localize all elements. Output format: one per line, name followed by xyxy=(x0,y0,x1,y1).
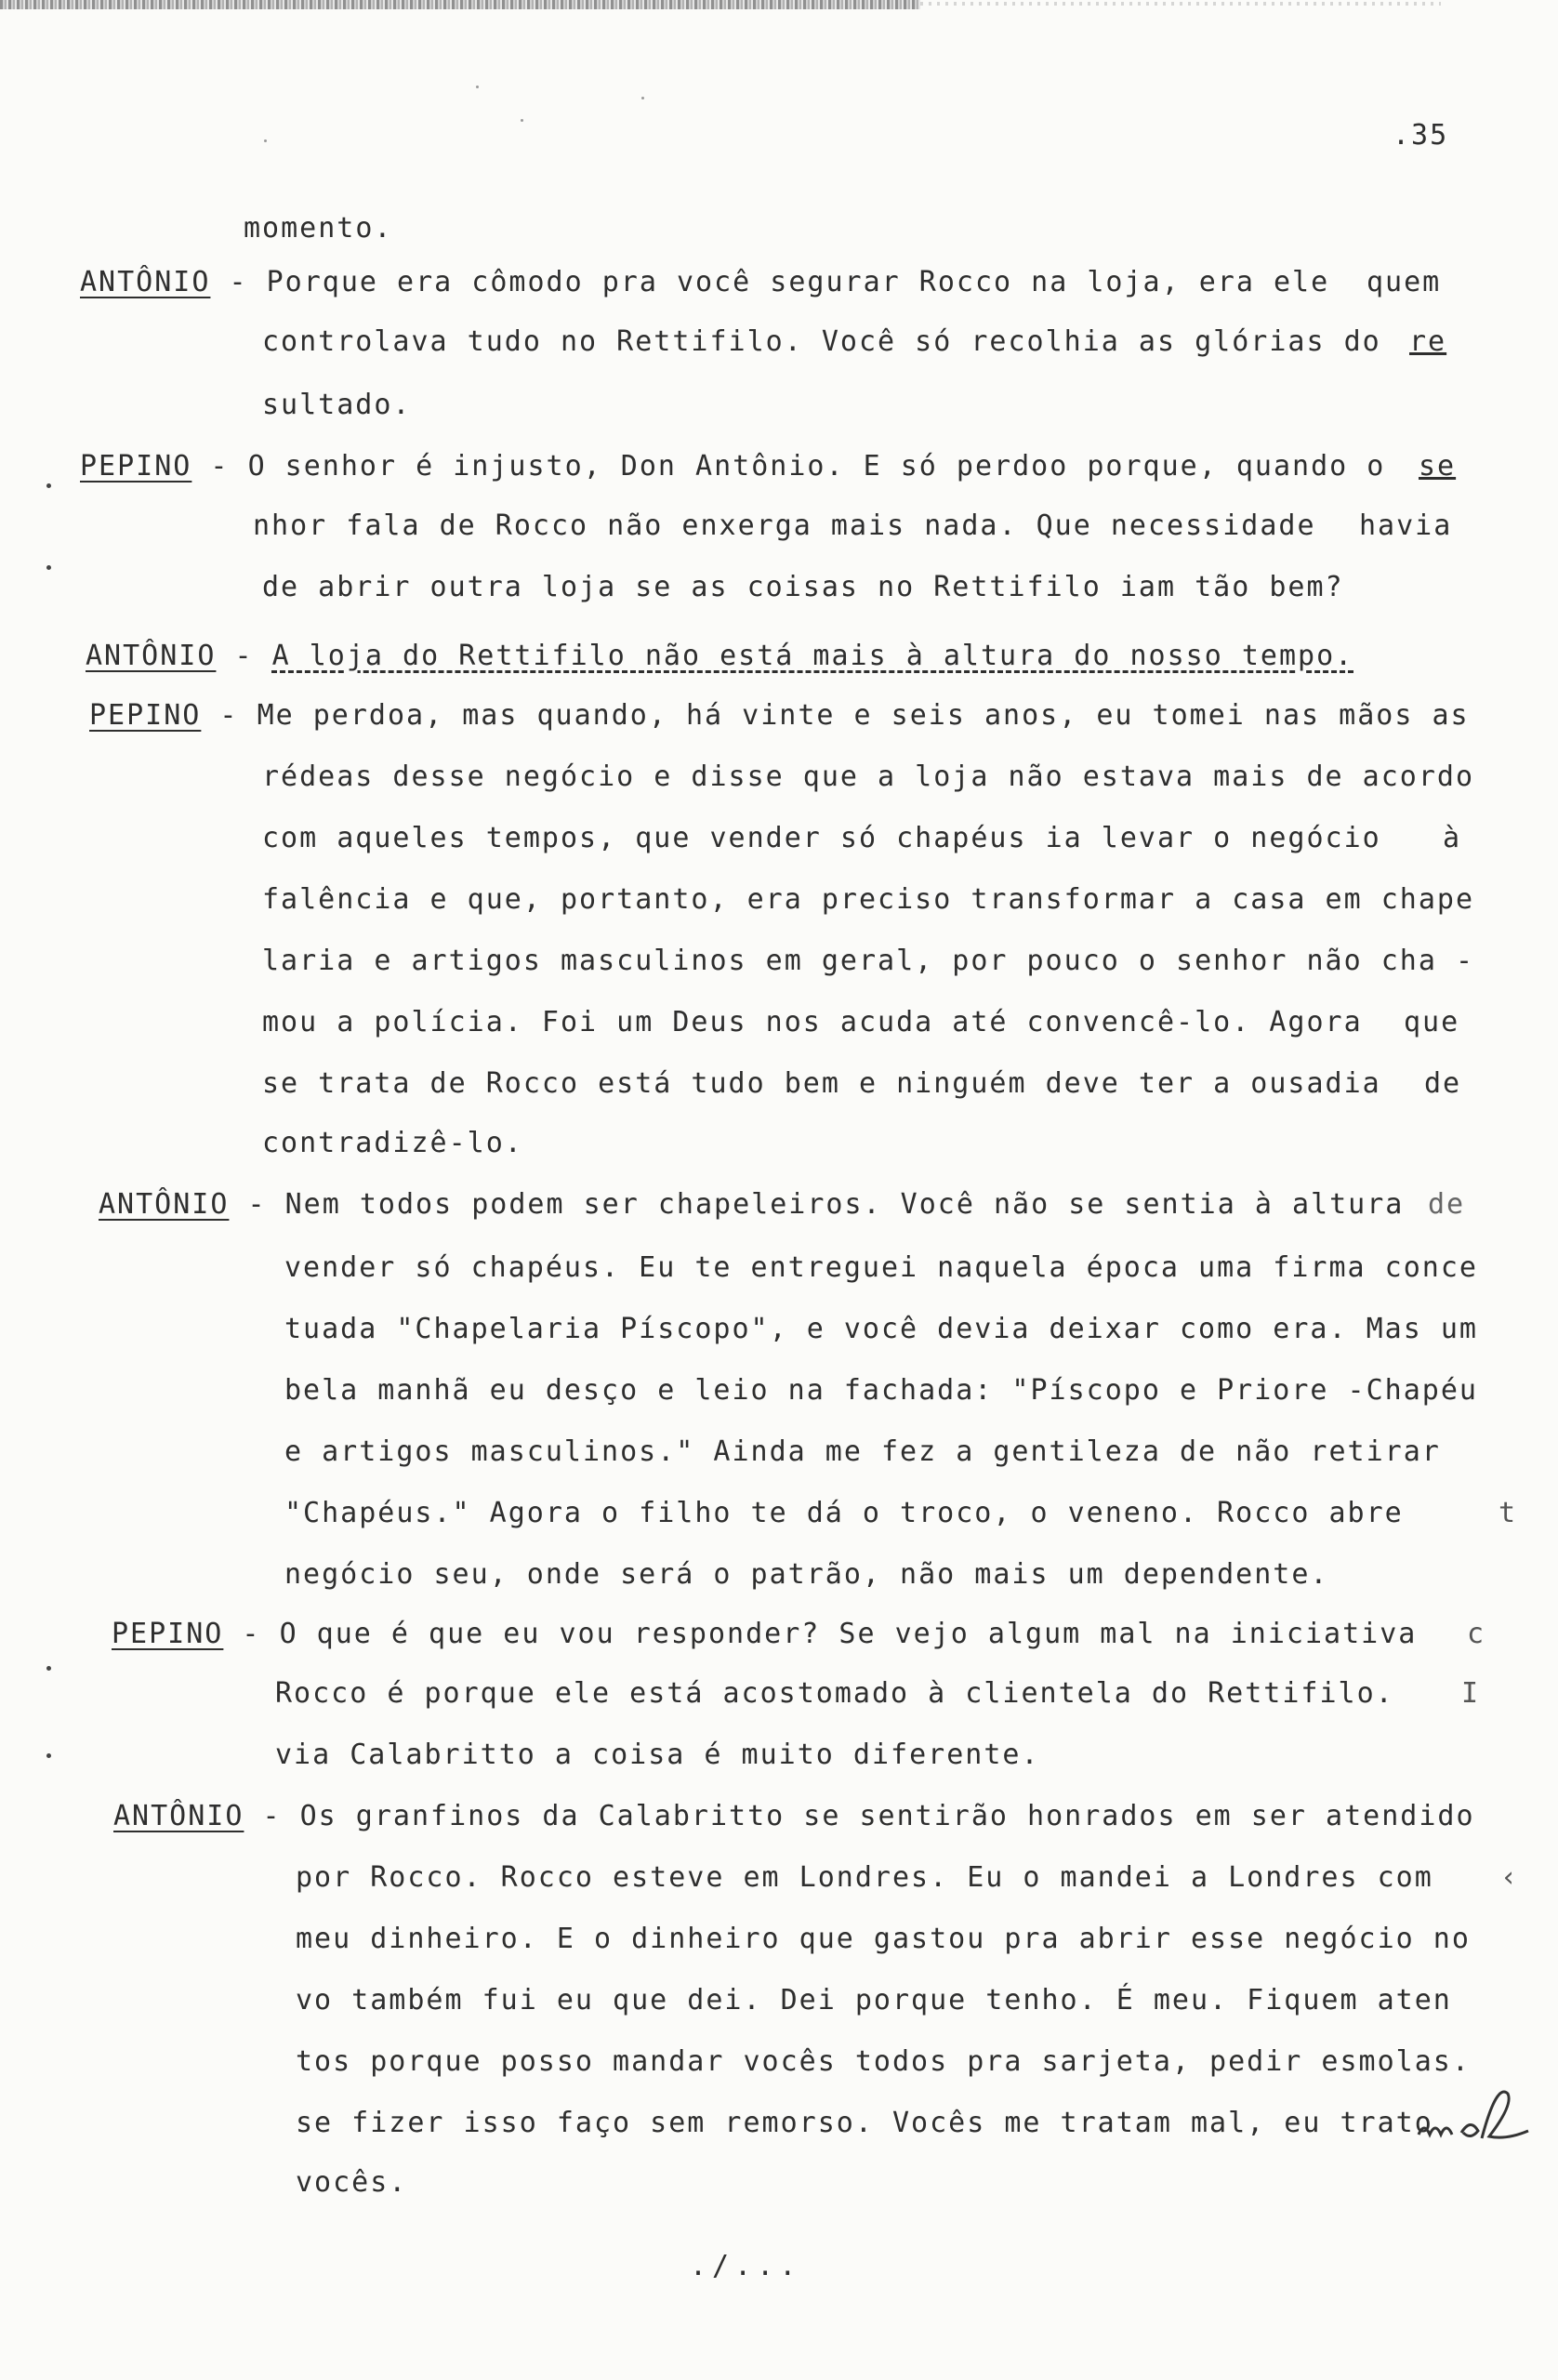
text-line: laria e artigos masculinos em geral, por pouco o senhor não cha - xyxy=(262,945,1474,977)
scan-speck xyxy=(521,119,523,122)
speech-text: Porque era cômodo pra você segurar Rocco na loja, era ele xyxy=(266,266,1330,298)
text-line: via Calabritto a coisa é muito diferente. xyxy=(275,1739,1040,1771)
text-line: se trata de Rocco está tudo bem e ninguém deve ter a ousadia xyxy=(262,1067,1381,1100)
scan-edge-band-faint xyxy=(920,2,1441,6)
speech-text: Me perdoa, mas quando, há vinte e seis anos, eu tomei nas mãos as xyxy=(257,699,1470,732)
speaker-name: PEPINO xyxy=(89,699,202,732)
text-line: e artigos masculinos." Ainda me fez a gentileza de não retirar xyxy=(284,1435,1441,1468)
text-line: falência e que, portanto, era preciso transformar a casa em chape xyxy=(262,883,1474,916)
text-line: Rocco é porque ele está acostomado à clientela do Rettifilo. xyxy=(275,1677,1394,1710)
scan-speck xyxy=(264,139,267,142)
text-line: sultado. xyxy=(262,389,412,421)
speech-text: Nem todos podem ser chapeleiros. Você não se sentia à altura xyxy=(284,1188,1405,1221)
text-line: controlava tudo no Rettifilo. Você só recolhia as glórias do xyxy=(262,325,1381,358)
tail-word: que xyxy=(1404,1006,1460,1038)
speaker-line: PEPINO - O senhor é injusto, Don Antônio. E só perdoo porque, quando o xyxy=(80,450,1386,483)
speaker-name: PEPINO xyxy=(112,1618,224,1650)
speaker-line: PEPINO - O que é que eu vou responder? Se vejo algum mal na iniciativa xyxy=(112,1618,1418,1650)
text-line: negócio seu, onde será o patrão, não mais um dependente. xyxy=(284,1558,1329,1591)
speaker-name: ANTÔNIO xyxy=(99,1188,230,1221)
text-line: vender só chapéus. Eu te entreguei naquela época uma firma conce xyxy=(284,1251,1478,1284)
speech-text: A loja do Rettifilo não está mais à altura do nosso tempo. xyxy=(271,640,1354,672)
speech-text: O que é que eu vou responder? Se vejo algum mal na iniciativa xyxy=(279,1618,1418,1650)
scan-edge-band xyxy=(0,0,920,9)
tail-word: se xyxy=(1419,450,1457,483)
text-line: vocês. xyxy=(296,2166,408,2199)
speaker-name: ANTÔNIO xyxy=(86,640,217,672)
text-line: vo também fui eu que dei. Dei porque tenho. É meu. Fiquem aten xyxy=(296,1984,1452,2016)
text-line: de abrir outra loja se as coisas no Rettifilo iam tão bem? xyxy=(262,571,1344,603)
page-footer: ./... xyxy=(690,2250,802,2282)
text-line: rédeas desse negócio e disse que a loja não estava mais de acordo xyxy=(262,760,1474,793)
tail-word: à xyxy=(1443,822,1462,854)
margin-mark: c xyxy=(1467,1618,1485,1650)
scan-speck xyxy=(641,97,644,99)
text-line: por Rocco. Rocco esteve em Londres. Eu o mandei a Londres com xyxy=(296,1861,1433,1894)
tail-word: de xyxy=(1424,1067,1462,1100)
margin-mark: ‹ xyxy=(1500,1861,1518,1894)
text-line: momento. xyxy=(244,212,393,245)
speaker-line: ANTÔNIO - Porque era cômodo pra você segurar Rocco na loja, era ele xyxy=(80,266,1330,298)
text-line: mou a polícia. Foi um Deus nos acuda até convencê-lo. Agora xyxy=(262,1006,1363,1038)
text-line: se fizer isso faço sem remorso. Vocês me tratam mal, eu trato xyxy=(296,2107,1433,2139)
margin-dot xyxy=(46,1753,51,1758)
speaker-line: ANTÔNIO - A loja do Rettifilo não está mais à altura do nosso tempo. xyxy=(86,640,1354,672)
text-line: com aqueles tempos, que vender só chapéus ia levar o negócio xyxy=(262,822,1381,854)
text-line: nhor fala de Rocco não enxerga mais nada. Que necessidade xyxy=(253,509,1316,542)
margin-mark: t xyxy=(1499,1497,1516,1529)
text-line: tuada "Chapelaria Píscopo", e você devia deixar como era. Mas um xyxy=(284,1313,1478,1345)
speaker-name: ANTÔNIO xyxy=(80,266,211,298)
text-line: bela manhã eu desço e leio na fachada: "Píscopo e Priore -Chapéu xyxy=(284,1374,1478,1407)
text-line: meu dinheiro. E o dinheiro que gastou pra abrir esse negócio no xyxy=(296,1923,1471,1955)
speaker-line: ANTÔNIO - Os granfinos da Calabritto se sentirão honrados em ser atendido xyxy=(113,1800,1475,1832)
text-line: contradizê-lo. xyxy=(262,1127,523,1159)
margin-dot xyxy=(46,483,51,488)
margin-dot xyxy=(46,1666,51,1671)
margin-mark: I xyxy=(1461,1677,1479,1710)
text-line: "Chapéus." Agora o filho te dá o troco, o veneno. Rocco abre xyxy=(284,1497,1404,1529)
speaker-name: PEPINO xyxy=(80,450,192,483)
tail-word: re xyxy=(1409,325,1447,358)
tail-word: de xyxy=(1428,1188,1466,1221)
speaker-name: ANTÔNIO xyxy=(113,1800,244,1832)
speaker-line: ANTÔNIO - Nem todos podem ser chapeleiros. Você não se sentia à altura xyxy=(99,1188,1405,1221)
tail-word: havia xyxy=(1359,509,1453,542)
text-line: tos porque posso mandar vocês todos pra sarjeta, pedir esmolas. xyxy=(296,2045,1471,2078)
margin-dot xyxy=(46,565,51,570)
speech-text: Os granfinos da Calabritto se sentirão honrados em ser atendido xyxy=(299,1800,1475,1832)
tail-word: quem xyxy=(1367,266,1442,298)
scan-speck xyxy=(476,86,479,88)
page-number: .35 xyxy=(1393,119,1449,152)
speaker-line: PEPINO - Me perdoa, mas quando, há vinte e seis anos, eu tomei nas mãos as xyxy=(89,699,1470,732)
handwritten-mark xyxy=(1413,2081,1552,2164)
speech-text: O senhor é injusto, Don Antônio. E só perdoo porque, quando o xyxy=(247,450,1386,483)
